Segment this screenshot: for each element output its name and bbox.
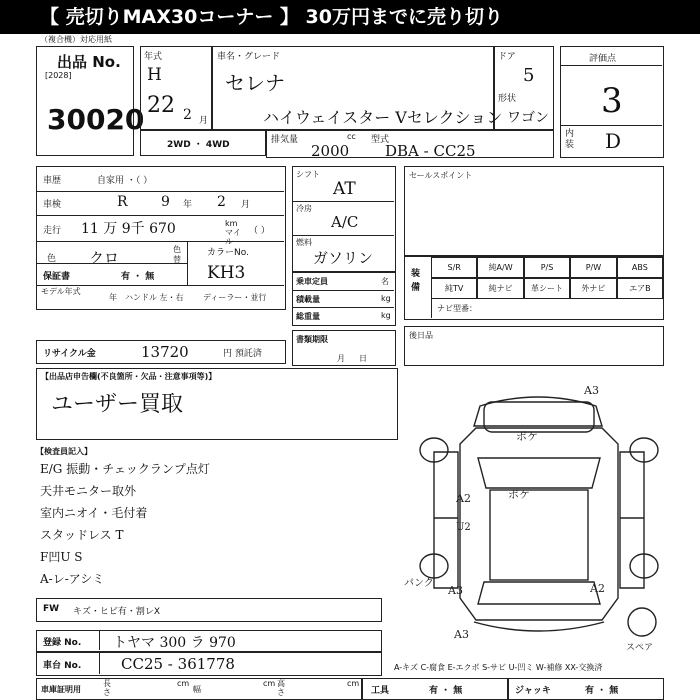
load-label: 積載量 (296, 295, 320, 304)
model-value: DBA - CC25 (385, 142, 476, 160)
inspection-era: R (117, 194, 128, 210)
certificate-unit-h: cm (347, 679, 360, 688)
left-side-outline (434, 452, 458, 588)
certificate-unit-l: cm (177, 679, 190, 688)
mark-bokeh: ボケ (516, 430, 538, 443)
year-era: H (147, 65, 162, 85)
damage-diagram (404, 378, 674, 660)
capacity-box (292, 272, 396, 326)
mileage-value: 11 万 9千 670 (81, 221, 176, 237)
lot-label: 出品 No. (57, 53, 121, 71)
lot-number: 30020 (47, 103, 145, 136)
docs-unit: 月日 (337, 354, 381, 363)
score-value: 3 (601, 81, 623, 121)
interior-divider (561, 125, 662, 126)
row-divider (293, 235, 394, 236)
row-divider (37, 263, 187, 264)
model-year-dealer: ディーラー・並行 (203, 293, 267, 302)
registration-value: トヤマ 300 ラ 970 (113, 635, 236, 651)
exhibitor-label: 【出品店申告欄(不良箇所・欠品・注意事項等)】 (41, 372, 217, 381)
recycle-unit: 円 預託済 (223, 349, 262, 359)
exhibitor-box (36, 368, 398, 440)
displacement-label: 排気量 (271, 135, 299, 145)
model-year-unit: 年 (109, 293, 117, 302)
registration-label: 登録 No. (43, 638, 82, 648)
banner: 【 売切りMAX30コーナー 】 30万円までに売り切り (0, 0, 700, 34)
equipment-box (404, 256, 664, 320)
warranty-label: 保証書 (43, 272, 71, 282)
model-year-handle: ハンドル 左・右 (125, 293, 184, 302)
row-divider (293, 201, 394, 202)
year-month-unit: 月 (199, 116, 209, 126)
eq-row1-cell-4: ABS (617, 257, 663, 278)
docs-box (292, 330, 396, 366)
row-divider (293, 307, 394, 308)
detail-box (36, 166, 286, 310)
tools-box (362, 678, 508, 700)
equipment-row-2 (431, 278, 663, 299)
drive-box (140, 130, 266, 156)
eq-row1-cell-1: 純A/W (477, 257, 523, 278)
model-label: 型式 (371, 135, 390, 145)
color-sub-label: 色替 (173, 245, 181, 264)
ac-label: 冷房 (296, 204, 312, 213)
car-box (212, 46, 503, 130)
mark-a3-top: A3 (584, 384, 599, 397)
row-divider (293, 290, 394, 291)
mark-a2-right: A2 (590, 582, 605, 595)
header-note: （複合機）対応用紙 (40, 35, 112, 44)
color-value: クロ (89, 249, 120, 267)
inspector-label: 【検査員記入】 (36, 447, 92, 456)
row-divider (37, 285, 284, 286)
certificate-width: 幅 (193, 685, 201, 694)
mileage-unit: km マイル (225, 219, 241, 246)
inspector-area (36, 446, 398, 596)
fuel-value: ガソリン (313, 249, 374, 267)
history-label: 車歴 (43, 176, 62, 186)
weight-unit: kg (381, 311, 391, 320)
shift-value: AT (333, 179, 356, 199)
tools-value: 有 ・ 無 (429, 686, 463, 696)
mark-bokeh-2: ボケ (508, 488, 530, 501)
chassis-box (36, 652, 382, 676)
lot-box (36, 46, 145, 156)
inspection-month: 2 (217, 194, 226, 210)
eq-row2-cell-3: 外ナビ (570, 278, 616, 299)
mark-panku: パンク (404, 578, 434, 589)
mileage-note: （ ） (249, 226, 270, 236)
fw-label: FW (43, 604, 60, 614)
nav-label: ナビ型番： (437, 304, 477, 313)
row-divider (37, 215, 284, 216)
shape-value: ワゴン (507, 110, 549, 126)
eq-row2-cell-1: 純ナビ (477, 278, 523, 299)
weight-label: 総重量 (296, 312, 320, 321)
inspection-label: 車検 (43, 200, 62, 210)
car-grade: ハイウェイスター Vセレクション (263, 108, 503, 127)
fw-box (36, 598, 382, 622)
inspector-note: A-レ-アシミ (40, 572, 105, 586)
load-unit: kg (381, 294, 391, 303)
rear-window-outline (478, 582, 600, 604)
col-divider (187, 241, 188, 285)
certificate-height: 高さ (277, 679, 285, 697)
mark-u2: U2 (456, 522, 471, 533)
tools-label: 工具 (371, 686, 390, 696)
score-label: 評価点 (589, 54, 617, 64)
eq-row1-cell-3: P/W (570, 257, 616, 278)
year-month: 2 (183, 107, 192, 123)
eq-row2-cell-2: 革シート (524, 278, 570, 299)
mark-spare: スペア (626, 643, 654, 653)
row-divider (37, 191, 284, 192)
mileage-label: 走行 (43, 226, 62, 236)
interior-label: 内装 (565, 129, 575, 150)
car-name: セレナ (225, 71, 285, 95)
windshield-outline (478, 458, 600, 488)
ac-value: A/C (331, 213, 359, 231)
chassis-value: CC25 - 361778 (121, 655, 235, 673)
drive-text: 2WD ・ 4WD (167, 140, 230, 150)
displacement-unit: cc (347, 132, 356, 141)
door-label: ドア (498, 52, 516, 62)
car-label: 車名・グレード (217, 52, 281, 62)
certificate-label: 車庫証明用 (41, 685, 81, 694)
fw-text: キズ・ヒビ有・割レX (73, 607, 160, 617)
fuel-label: 燃料 (296, 238, 312, 247)
inspector-note: 天井モニター取外 (40, 484, 137, 498)
roof-outline (490, 490, 588, 580)
certificate-length: 長さ (103, 679, 111, 697)
inspector-note: E/G 振動・チェックランプ点灯 (40, 462, 210, 476)
mark-a3-bottom: A3 (454, 628, 469, 641)
inspection-year: 9 (161, 194, 170, 210)
col-divider (99, 631, 100, 650)
eq-row2-cell-4: エアB (617, 278, 663, 299)
eq-row2-cell-0: 純TV (431, 278, 477, 299)
inspector-note: 室内ニオイ・毛付着 (40, 506, 148, 520)
recycle-label: リサイクル金 (43, 349, 96, 359)
row-divider (37, 241, 284, 242)
interior-value: D (605, 129, 622, 153)
jack-box (508, 678, 664, 700)
displacement-model-box (266, 130, 554, 158)
damage-legend: A-キズ C-腐食 E-エクボ S-サビ U-凹ミ W-補修 XX-交換済 (394, 663, 603, 672)
mark-a2-left: A2 (456, 492, 471, 505)
mark-a3-bottom-left: A3 (448, 584, 463, 597)
color-code-label: カラーNo. (207, 248, 249, 258)
inspector-note: F凹U S (40, 550, 83, 564)
year-label: 年式 (144, 52, 163, 62)
inspection-year-unit: 年 (183, 200, 193, 210)
after-date-box (404, 326, 664, 366)
color-code: KH3 (207, 263, 246, 283)
warranty-value: 有 ・ 無 (121, 272, 155, 282)
registration-box (36, 630, 382, 652)
color-label: 色 (47, 254, 57, 264)
score-box (560, 46, 664, 158)
year-value: 22 (147, 93, 175, 118)
certificate-box (36, 678, 362, 700)
shift-label: シフト (296, 170, 320, 179)
equipment-row-1 (431, 257, 663, 278)
chassis-label: 車台 No. (43, 661, 82, 671)
inspector-notes (40, 458, 390, 590)
capacity-label: 乗車定員 (296, 277, 328, 286)
door-shape-box (494, 46, 554, 130)
inspection-month-unit: 月 (241, 200, 251, 210)
equipment-label: 装備 (411, 269, 421, 293)
jack-label: ジャッキ (515, 686, 551, 696)
displacement-value: 2000 (311, 142, 350, 160)
door-value: 5 (523, 65, 535, 86)
spare-tire (628, 608, 656, 636)
inspector-note: スタッドレス T (40, 528, 124, 542)
eq-row1-cell-2: P/S (524, 257, 570, 278)
model-year-label: モデル年式 (41, 287, 81, 296)
rear-bumper-outline (474, 622, 604, 631)
exhibitor-note: ユーザー買取 (51, 392, 184, 417)
sales-point-box (404, 166, 664, 256)
certificate-unit-w: cm (263, 679, 276, 688)
score-divider (561, 65, 662, 66)
eq-row1-cell-0: S/R (431, 257, 477, 278)
col-divider (99, 653, 100, 674)
jack-value: 有 ・ 無 (585, 686, 619, 696)
recycle-box (36, 340, 286, 364)
right-side-outline (620, 452, 644, 588)
docs-label: 書類期限 (296, 335, 328, 344)
year-box (140, 46, 212, 130)
after-date-label: 後日品 (409, 331, 433, 340)
capacity-unit: 名 (381, 277, 389, 286)
lot-tag: [2028] (45, 71, 72, 80)
spec-box (292, 166, 396, 272)
recycle-value: 13720 (141, 343, 189, 361)
shape-label: 形状 (498, 94, 517, 104)
sales-point-label: セールスポイント (409, 171, 473, 180)
history-options: 自家用 ・（ ） (97, 176, 153, 186)
